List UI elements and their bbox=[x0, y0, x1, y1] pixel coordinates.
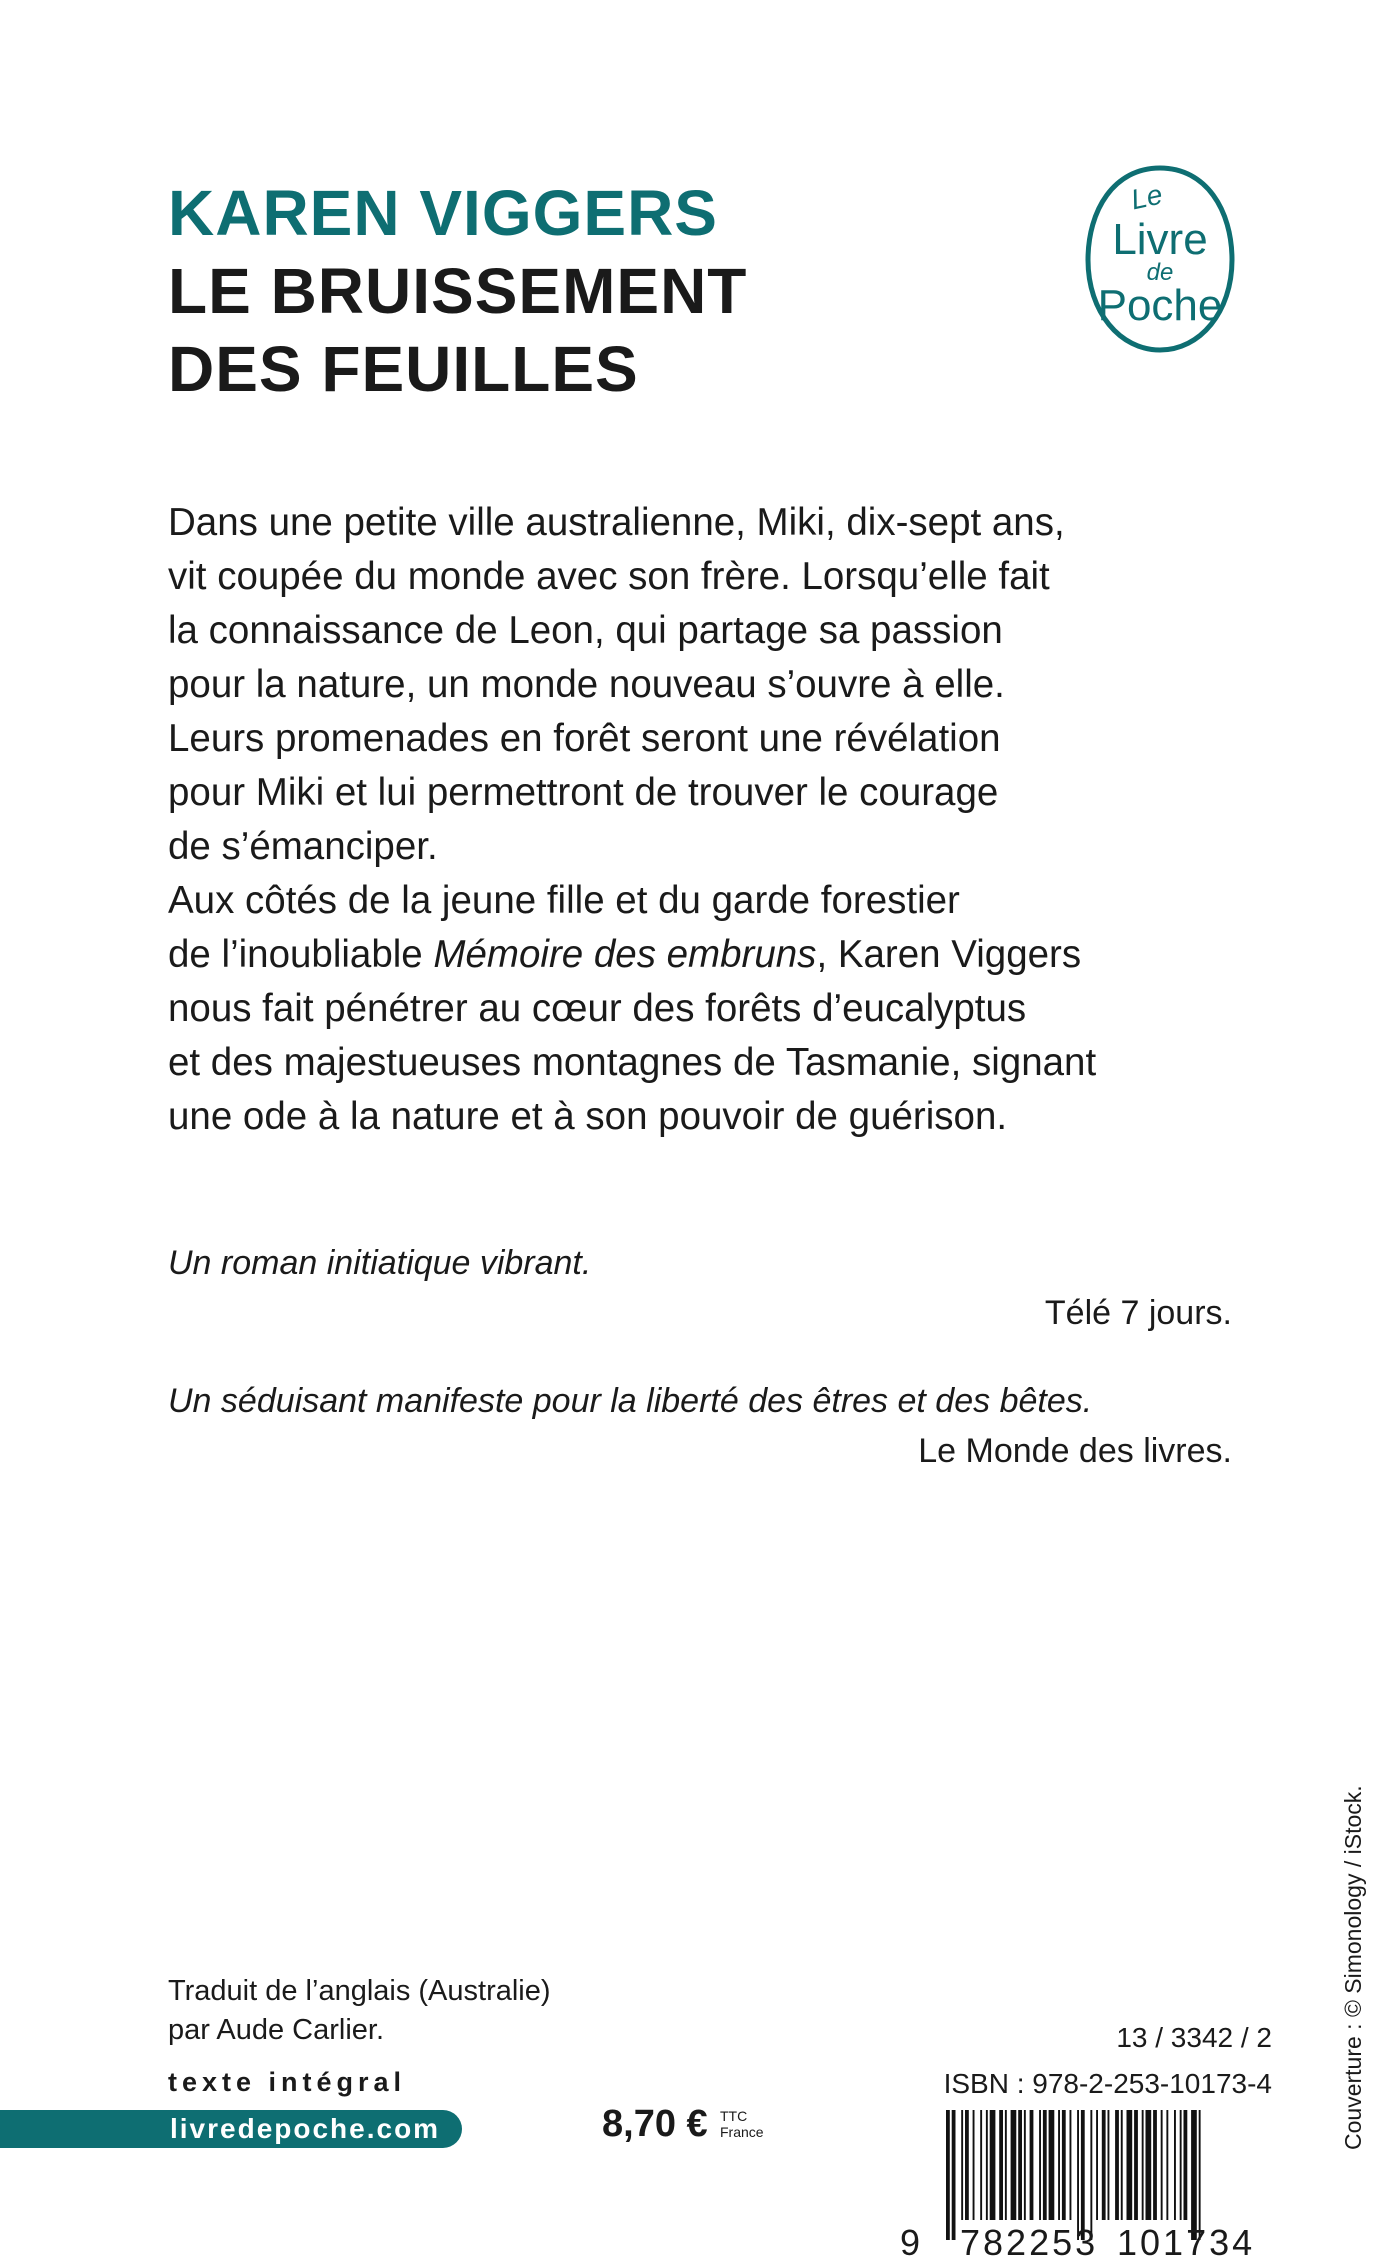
synopsis-line: pour Miki et lui permettront de trouver le courage bbox=[168, 771, 999, 814]
logo-text-poche: Poche bbox=[1097, 281, 1223, 330]
barcode-bar bbox=[1096, 2110, 1098, 2220]
barcode-bar bbox=[1043, 2110, 1047, 2220]
barcode bbox=[940, 2110, 1275, 2240]
barcode-bar bbox=[961, 2110, 963, 2220]
synopsis-line: Leurs promenades en forêt seront une révélation bbox=[168, 717, 1001, 760]
barcode-bar bbox=[990, 2110, 996, 2220]
barcode-bar bbox=[1108, 2110, 1110, 2220]
synopsis-line: pour la nature, un monde nouveau s’ouvre à elle. bbox=[168, 663, 1005, 706]
barcode-bar bbox=[973, 2110, 975, 2220]
barcode-bar bbox=[1024, 2110, 1026, 2220]
synopsis-line: la connaissance de Leon, qui partage sa passion bbox=[168, 609, 1003, 652]
barcode-bar bbox=[946, 2110, 950, 2240]
unabridged-label: texte intégral bbox=[168, 2067, 407, 2097]
barcode-bar bbox=[1127, 2110, 1133, 2220]
synopsis-line: de s’émanciper. bbox=[168, 825, 438, 868]
review-source: Télé 7 jours. bbox=[1044, 1294, 1232, 1332]
synopsis-line: nous fait pénétrer au cœur des forêts d’eucalyptus bbox=[168, 987, 1027, 1030]
synopsis-text: de l’inoubliable bbox=[168, 933, 434, 976]
barcode-bar bbox=[1011, 2110, 1017, 2220]
barcode-bar bbox=[1077, 2110, 1079, 2240]
price: 8,70 € bbox=[602, 2103, 708, 2145]
author-name: KAREN VIGGERS bbox=[168, 177, 718, 249]
cited-book-title: Mémoire des embruns bbox=[433, 933, 817, 976]
barcode-bar bbox=[1180, 2110, 1182, 2220]
barcode-bar bbox=[1115, 2110, 1119, 2220]
barcode-bar bbox=[1102, 2110, 1106, 2220]
translation-credit: Traduit de l’anglais (Australie) bbox=[168, 1975, 551, 2007]
barcode-bar bbox=[1030, 2110, 1034, 2220]
book-title-line-1: LE BRUISSEMENT bbox=[168, 255, 748, 327]
barcode-bar bbox=[1081, 2110, 1085, 2240]
synopsis-text: , Karen Viggers bbox=[816, 933, 1082, 976]
barcode-bar bbox=[1058, 2110, 1060, 2220]
barcode-bar bbox=[1146, 2110, 1152, 2220]
barcode-digits-right: 101734 bbox=[1117, 2222, 1256, 2263]
barcode-bar bbox=[965, 2110, 969, 2220]
reference-number: 13 / 3342 / 2 bbox=[1116, 2022, 1272, 2053]
synopsis-line-with-title bbox=[168, 928, 1228, 982]
isbn: ISBN : 978-2-253-10173-4 bbox=[943, 2068, 1272, 2099]
le-livre-de-poche-logo bbox=[1080, 162, 1240, 357]
barcode-bar bbox=[1142, 2110, 1144, 2220]
price-country: France bbox=[720, 2124, 764, 2140]
barcode-bar bbox=[1062, 2110, 1066, 2220]
barcode-bar bbox=[1090, 2110, 1092, 2240]
barcode-lead-digit: 9 bbox=[900, 2222, 921, 2263]
barcode-bar bbox=[1199, 2110, 1201, 2240]
review-quote: Un roman initiatique vibrant. bbox=[168, 1244, 592, 1282]
barcode-bar bbox=[1161, 2110, 1163, 2220]
barcode-bar bbox=[1191, 2110, 1197, 2240]
synopsis-line: et des majestueuses montagnes de Tasmanie, signant bbox=[168, 1041, 1097, 1084]
price-tax-label: TTC bbox=[720, 2108, 748, 2124]
barcode-bar bbox=[986, 2110, 988, 2220]
barcode-bar bbox=[1166, 2110, 1168, 2220]
barcode-bar bbox=[1039, 2110, 1041, 2220]
synopsis-line: une ode à la nature et à son pouvoir de guérison. bbox=[168, 1095, 1008, 1138]
barcode-bar bbox=[1153, 2110, 1157, 2220]
review-source: Le Monde des livres. bbox=[918, 1432, 1232, 1470]
translator-name: par Aude Carlier. bbox=[168, 2014, 385, 2046]
synopsis-line: vit coupée du monde avec son frère. Lorsqu’elle fait bbox=[168, 555, 1050, 598]
barcode-bar bbox=[952, 2110, 956, 2240]
barcode-digits-left: 782253 bbox=[960, 2222, 1099, 2263]
logo-text-de: de bbox=[1146, 259, 1174, 286]
barcode-bar bbox=[1018, 2110, 1022, 2220]
barcode-bar bbox=[1049, 2110, 1055, 2220]
barcode-bar bbox=[1005, 2110, 1007, 2220]
book-title-line-2: DES FEUILLES bbox=[168, 333, 639, 405]
barcode-bar bbox=[999, 2110, 1003, 2220]
barcode-bar bbox=[1070, 2110, 1072, 2220]
cover-credit: Couverture : © Simonology / iStock. bbox=[1340, 1785, 1366, 2150]
synopsis-line: Dans une petite ville australienne, Miki, dix-sept ans, bbox=[168, 501, 1065, 544]
synopsis-line: Aux côtés de la jeune fille et du garde forestier bbox=[168, 879, 960, 922]
synopsis bbox=[168, 496, 1228, 1144]
barcode-bar bbox=[1134, 2110, 1138, 2220]
logo-text-le: Le bbox=[1128, 178, 1166, 216]
barcode-bar bbox=[1184, 2110, 1188, 2220]
logo-text-livre: Livre bbox=[1112, 215, 1208, 264]
barcode-bar bbox=[1174, 2110, 1176, 2220]
barcode-bar bbox=[1121, 2110, 1123, 2220]
website-link[interactable]: livredepoche.com bbox=[170, 2113, 441, 2144]
barcode-bar bbox=[980, 2110, 982, 2220]
review-quote: Un séduisant manifeste pour la liberté des êtres et des bêtes. bbox=[168, 1382, 1093, 1420]
